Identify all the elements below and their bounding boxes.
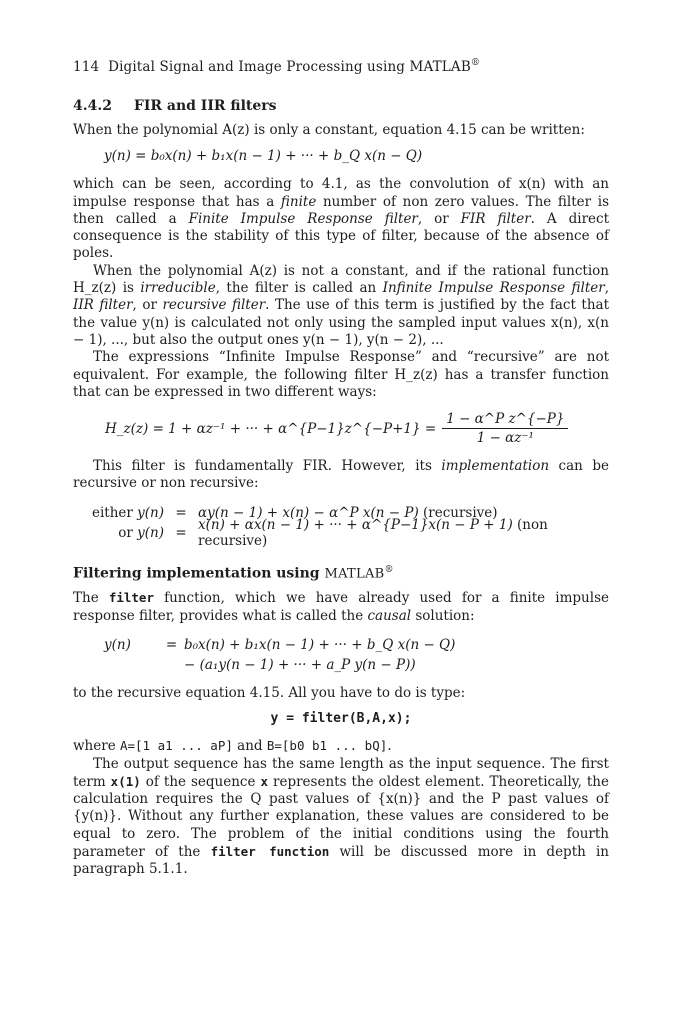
section-number: 4.4.2 [73,98,112,114]
section-title: FIR and IIR filters [133,98,277,114]
paragraph-iir: When the polynomial A(z) is not a constant, and if the rational function H_z(z) is irreducible, the filter is called an Infinite Impulse Response filter, IIR filter, or recursive filter. The use of this term is justified by the fact that the value y(n) is calculated not only using the sampled input values x(n), x(n − 1), ..., but also the output ones y(n − 1), y(n − 2), ... [73,262,609,348]
paragraph-output-sequence: The output sequence has the same length as the input sequence. The first term x(1) of the sequence x represents the oldest element. Theoretically, the calculation requires the Q past values of {x(n)} and the P past values of {y(n)}. Without any further explanation, these values are considered to be equal to zero. The problem of the initial conditions using the fourth parameter of the filter function will be discussed more in depth in paragraph 5.1.1. [73,755,609,878]
registered-mark: ® [470,58,481,68]
subsection-heading: Filtering implementation using MATLAB® [73,564,394,582]
paragraph-fir: which can be seen, according to 4.1, as the convolution of x(n) with an impulse response that has a finite number of non zero values. The filter is then called a Finite Impulse Response filter, or FIR filter. A direct consequence is the stability of this type of filter, because of the absence of poles. [73,176,609,262]
book-page [73,58,609,879]
fraction [442,411,568,446]
paragraph-implementation: This filter is fundamentally FIR. However, its implementation can be recursive or non recursive: [73,458,609,492]
running-header [73,58,609,80]
equation-fir: y(n) = b₀x(n) + b₁x(n − 1) + ··· + b_Q x(n − Q) [104,148,423,165]
fraction-numerator: 1 − α^P z^{−P} [442,411,568,429]
book-title: Digital Signal and Image Processing using MATLAB [108,59,471,75]
equation-causal: y(n) = b₀x(n) + b₁x(n − 1) + ··· + b_Q x(n − Q) − (a₁y(n − 1) + ··· + a_P y(n − P)) [104,637,456,673]
paragraph-type-instruction: to the recursive equation 4.15. All you have to do is type: [73,685,466,701]
code-example: y = filter(B,A,x); [270,711,412,727]
paragraph-intro: When the polynomial A(z) is only a constant, equation 4.15 can be written: [73,122,585,138]
section-heading [73,98,609,114]
paragraph-where: where A=[1 a1 ... aP] and B=[b0 b1 ... bQ]. [73,738,392,755]
page-number: 114 [73,59,100,75]
equation-non-recursive: or y(n) = x(n) + αx(n − 1) + ··· + α^{P−1}x(n − P + 1) (non recursive) [118,516,548,549]
equation-transfer-function [105,411,609,446]
equation-recursive: either y(n) = αy(n − 1) + x(n) − α^P x(n − P) (recursive) [91,504,498,521]
fraction-denominator: 1 − αz⁻¹ [476,430,534,447]
transfer-lhs: H_z(z) = 1 + αz⁻¹ + ··· + α^{P−1}z^{−P+1} = [105,420,437,437]
paragraph-filter-function: The filter function, which we have already used for a finite impulse response filter, provides what is called the causal solution: [73,590,609,624]
equation-pair [78,503,609,549]
paragraph-equivalence: The expressions “Infinite Impulse Response” and “recursive” are not equivalent. For example, the following filter H_z(z) has a transfer function that can be expressed in two different ways: [73,349,609,400]
